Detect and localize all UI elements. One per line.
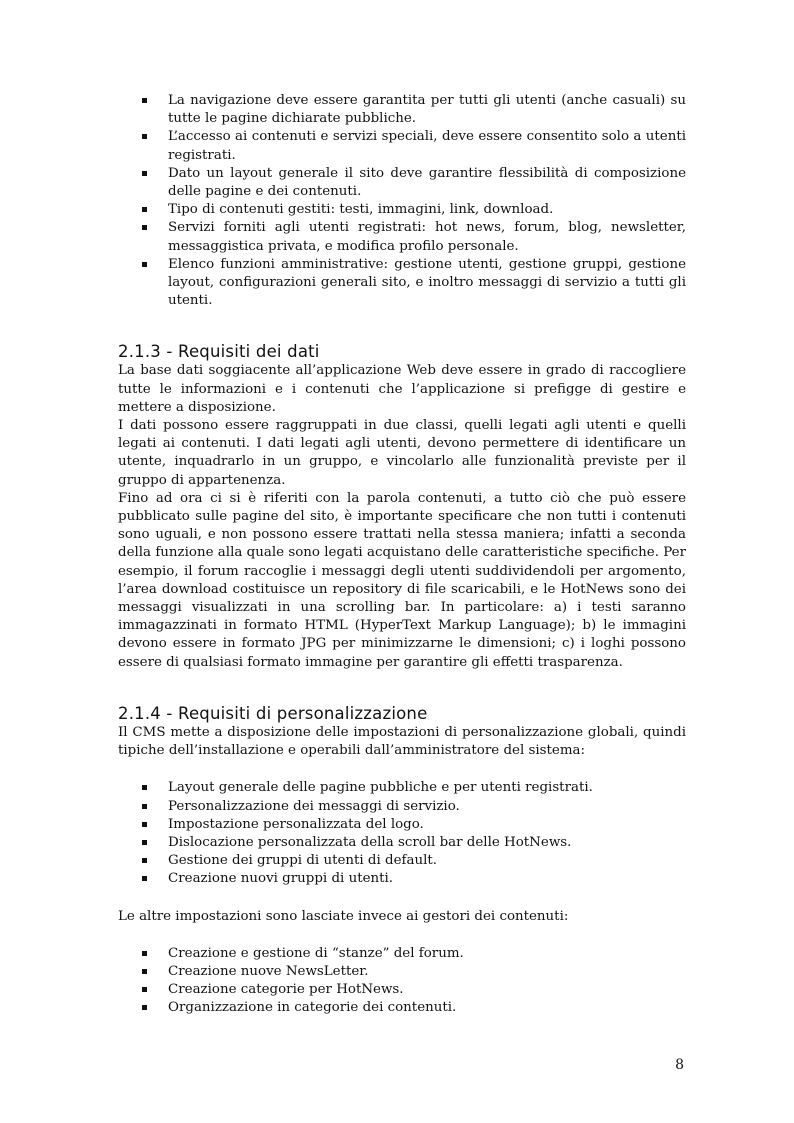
list-item-text: Organizzazione in categorie dei contenuti. xyxy=(168,1000,457,1016)
square-bullet-icon xyxy=(142,98,147,103)
square-bullet-icon xyxy=(142,840,147,845)
square-bullet-icon xyxy=(142,876,147,881)
paragraph: Fino ad ora ci si è riferiti con la parola contenuti, a tutto ciò che può essere pubblicato sulle pagine del sito, è importante specificare che non tutti i contenuti sono uguali, e non possono essere trattati nella stessa maniera; infatti a seconda della funzione alla quale sono legati acquistano delle caratteristiche specifiche. Per esempio, il forum raccoglie i messaggi degli utenti suddividendoli per argomento, l’area download costituisce un repository di file scaricabili, e le HotNews sono dei messaggi visualizzati in una scrolling bar. In particolare: a) i testi saranno immagazzinati in formato HTML (HyperText Markup Language); b) le immagini devono essere in formato JPG per minimizzarne le dimensioni; c) i loghi possono essere di qualsiasi formato immagine per garantire gli effetti trasparenza. xyxy=(118,490,686,670)
spacer xyxy=(118,672,686,703)
square-bullet-icon xyxy=(142,171,147,176)
square-bullet-icon xyxy=(142,858,147,863)
spacer xyxy=(118,889,686,908)
square-bullet-icon xyxy=(142,822,147,827)
square-bullet-icon xyxy=(142,987,147,992)
list-item xyxy=(118,92,686,128)
list-item-text: Gestione dei gruppi di utenti di default. xyxy=(168,853,438,869)
paragraph: I dati possono essere raggruppati in due classi, quelli legati agli utenti e quelli legati ai contenuti. I dati legati agli utenti, devono permettere di identificare un utente, inquadrarlo in un gruppo, e vincolarlo alle funzionalità previste per il gruppo di appartenenza. xyxy=(118,418,686,488)
list-item xyxy=(118,981,686,999)
document-page xyxy=(118,92,686,1018)
list-item-text: Creazione nuove NewsLetter. xyxy=(168,963,369,979)
list-item-text: L’accesso ai contenuti e servizi speciali, deve essere consentito solo a utenti registrati. xyxy=(168,129,686,163)
square-bullet-icon xyxy=(142,1005,147,1010)
page-number: 8 xyxy=(675,1057,684,1073)
spacer xyxy=(118,760,686,779)
list-item xyxy=(118,256,686,311)
list-item xyxy=(118,963,686,981)
list-item xyxy=(118,870,686,888)
list-item-text: Elenco funzioni amministrative: gestione utenti, gestione gruppi, gestione layout, configurazioni generali sito, e inoltro messaggi di servizio a tutti gli utenti. xyxy=(168,256,686,309)
square-bullet-icon xyxy=(142,207,147,212)
square-bullet-icon xyxy=(142,134,147,139)
list-item xyxy=(118,128,686,164)
list-item-text: Layout generale delle pagine pubbliche e per utenti registrati. xyxy=(168,780,593,796)
list-item-text: Dato un layout generale il sito deve garantire flessibilità di composizione delle pagine e dei contenuti. xyxy=(168,165,686,200)
paragraph: Le altre impostazioni sono lasciate invece ai gestori dei contenuti: xyxy=(118,908,569,924)
content-settings-bullet-list xyxy=(118,945,686,1018)
admin-settings-bullet-list xyxy=(118,779,686,888)
spacer xyxy=(118,310,686,341)
paragraph: La base dati soggiacente all’applicazione Web deve essere in grado di raccogliere tutte le informazioni e i contenuti che l’applicazione si prefigge di gestire e mettere a disposizione. xyxy=(118,363,686,415)
list-item-text: Servizi forniti agli utenti registrati: hot news, forum, blog, newsletter, messaggistica privata, e modifica profilo personale. xyxy=(168,220,686,254)
list-item xyxy=(118,219,686,255)
list-item-text: La navigazione deve essere garantita per tutti gli utenti (anche casuali) su tutte le pagine dichiarate pubbliche. xyxy=(168,93,686,127)
list-item xyxy=(118,852,686,870)
paragraph: Il CMS mette a disposizione delle impostazioni di personalizzazione globali, quindi tipiche dell’installazione e operabili dall’amministratore del sistema: xyxy=(118,724,686,759)
list-item-text: Dislocazione personalizzata della scroll bar delle HotNews. xyxy=(168,834,572,850)
list-item-text: Creazione nuovi gruppi di utenti. xyxy=(168,871,394,887)
list-item xyxy=(118,945,686,963)
square-bullet-icon xyxy=(142,262,147,267)
square-bullet-icon xyxy=(142,225,147,230)
list-item xyxy=(118,165,686,201)
list-item xyxy=(118,798,686,816)
list-item xyxy=(118,201,686,219)
square-bullet-icon xyxy=(142,804,147,809)
section-heading-data-requirements: 2.1.3 - Requisiti dei dati xyxy=(118,342,320,362)
list-item xyxy=(118,816,686,834)
list-item-text: Impostazione personalizzata del logo. xyxy=(168,816,424,832)
list-item-text: Personalizzazione dei messaggi di servizio. xyxy=(168,798,460,814)
list-item xyxy=(118,999,686,1017)
square-bullet-icon xyxy=(142,951,147,956)
list-item-text: Creazione categorie per HotNews. xyxy=(168,982,404,998)
list-item xyxy=(118,779,686,797)
list-item-text: Tipo di contenuti gestiti: testi, immagini, link, download. xyxy=(168,202,554,218)
square-bullet-icon xyxy=(142,785,147,790)
intro-bullet-list xyxy=(118,92,686,310)
section-heading-customization-requirements: 2.1.4 - Requisiti di personalizzazione xyxy=(118,703,428,723)
list-item xyxy=(118,834,686,852)
list-item-text: Creazione e gestione di “stanze” del forum. xyxy=(168,945,464,961)
square-bullet-icon xyxy=(142,969,147,974)
spacer xyxy=(118,926,686,945)
